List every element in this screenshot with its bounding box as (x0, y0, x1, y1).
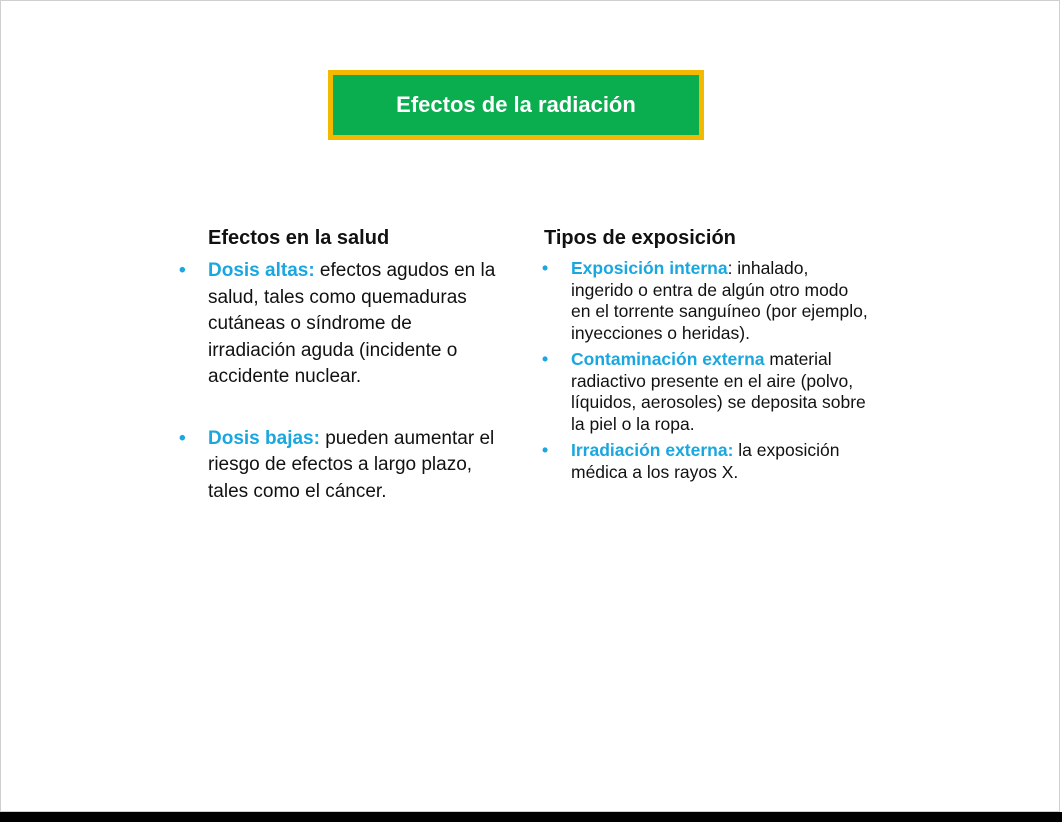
list-item (542, 258, 872, 344)
bullet-icon: • (542, 440, 549, 460)
bottom-bar (0, 812, 1062, 822)
list-item (179, 426, 499, 506)
bullet-icon: • (542, 258, 549, 278)
slide-title: Efectos de la radiación (396, 92, 636, 117)
item-term: Exposición interna (571, 258, 728, 278)
bullet-icon: • (179, 427, 186, 449)
exposure-types-heading: Tipos de exposición (544, 227, 736, 249)
item-term: Irradiación externa: (571, 440, 734, 460)
exposure-types-column (542, 227, 872, 483)
item-term: Dosis bajas: (208, 427, 320, 449)
list-item (542, 440, 872, 483)
title-banner (328, 70, 704, 140)
item-text: la exposición médica a los rayos X. (571, 440, 840, 482)
item-text: material radiactivo presente en el aire (polvo, líquidos, aerosoles) se deposita sobre la piel o la ropa. (571, 349, 866, 434)
list-item (179, 258, 499, 391)
item-text: : inhalado, ingerido o entra de algún otro modo en el torrente sanguíneo (por ejemplo, inyecciones o heridas). (571, 258, 868, 343)
health-effects-list (179, 258, 499, 505)
health-effects-heading: Efectos en la salud (208, 227, 390, 249)
item-text: pueden aumentar el riesgo de efectos a largo plazo, tales como el cáncer. (208, 427, 495, 502)
bullet-icon: • (179, 260, 186, 281)
item-term: Dosis altas: (208, 260, 315, 281)
item-term: Contaminación externa (571, 349, 765, 369)
health-effects-column (179, 227, 499, 505)
item-text: efectos agudos en la salud, tales como quemaduras cutáneas o síndrome de irradiación aguda (incidente o accidente nuclear. (208, 260, 496, 387)
exposure-types-list (542, 258, 872, 483)
list-item (542, 349, 872, 435)
bullet-icon: • (542, 349, 549, 369)
